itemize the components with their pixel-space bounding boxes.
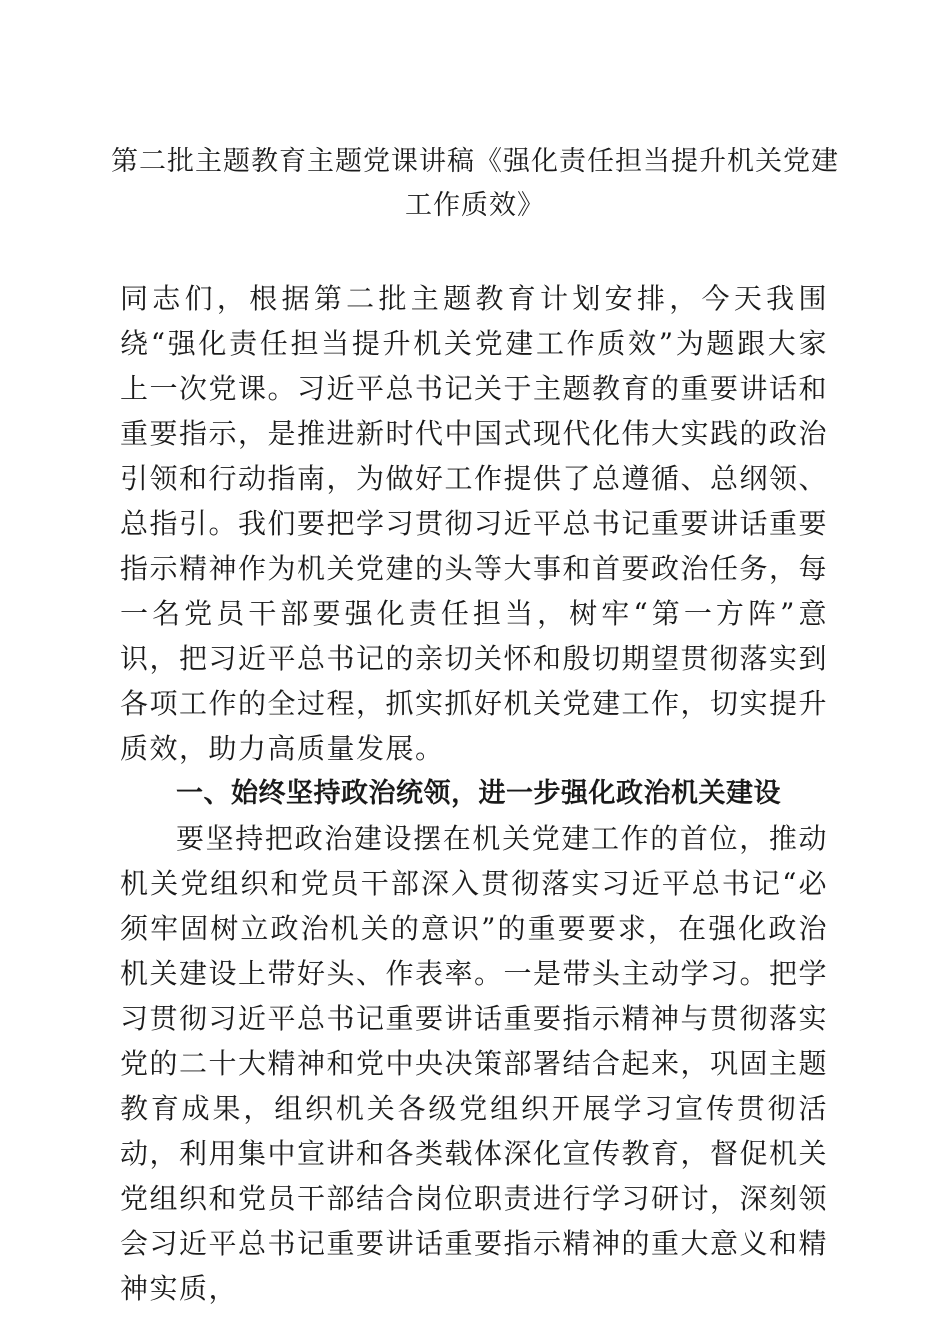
section-paragraph-1: 要坚持把政治建设摆在机关党建工作的首位，推动机关党组织和党员干部深入贯彻落实习近平总书记“必须牢固树立政治机关的意识”的重要要求，在强化政治机关建设上带好头、作表率。一是带头主动学习。把学习贯彻习近平总书记重要讲话重要指示精神与贯彻落实党的二十大精神和党中央决策部署结合起来，巩固主题教育成果，组织机关各级党组织开展学习宣传贯彻活动，利用集中宣讲和各类载体深化宣传教育，督促机关党组织和党员干部结合岗位职责进行学习研讨，深刻领会习近平总书记重要讲话重要指示精神的重大意义和精神实质， <box>120 822 829 1305</box>
section-heading-1: 一、始终坚持政治统领，进一步强化政治机关建设 <box>176 778 781 809</box>
document-body <box>120 276 828 1311</box>
document-title: 第二批主题教育主题党课讲稿《强化责任担当提升机关党建工作质效》 <box>111 146 839 221</box>
intro-paragraph: 同志们，根据第二批主题教育计划安排，今天我围绕“强化责任担当提升机关党建工作质效”为题跟大家上一次党课。习近平总书记关于主题教育的重要讲话和重要指示，是推进新时代中国式现代化伟大实践的政治引领和行动指南，为做好工作提供了总遵循、总纲领、总指引。我们要把学习贯彻习近平总书记重要讲话重要指示精神作为机关党建的头等大事和首要政治任务，每一名党员干部要强化责任担当，树牢“第一方阵”意识，把习近平总书记的亲切关怀和殷切期望贯彻落实到各项工作的全过程，抓实抓好机关党建工作，切实提升质效，助力高质量发展。 <box>120 282 829 765</box>
